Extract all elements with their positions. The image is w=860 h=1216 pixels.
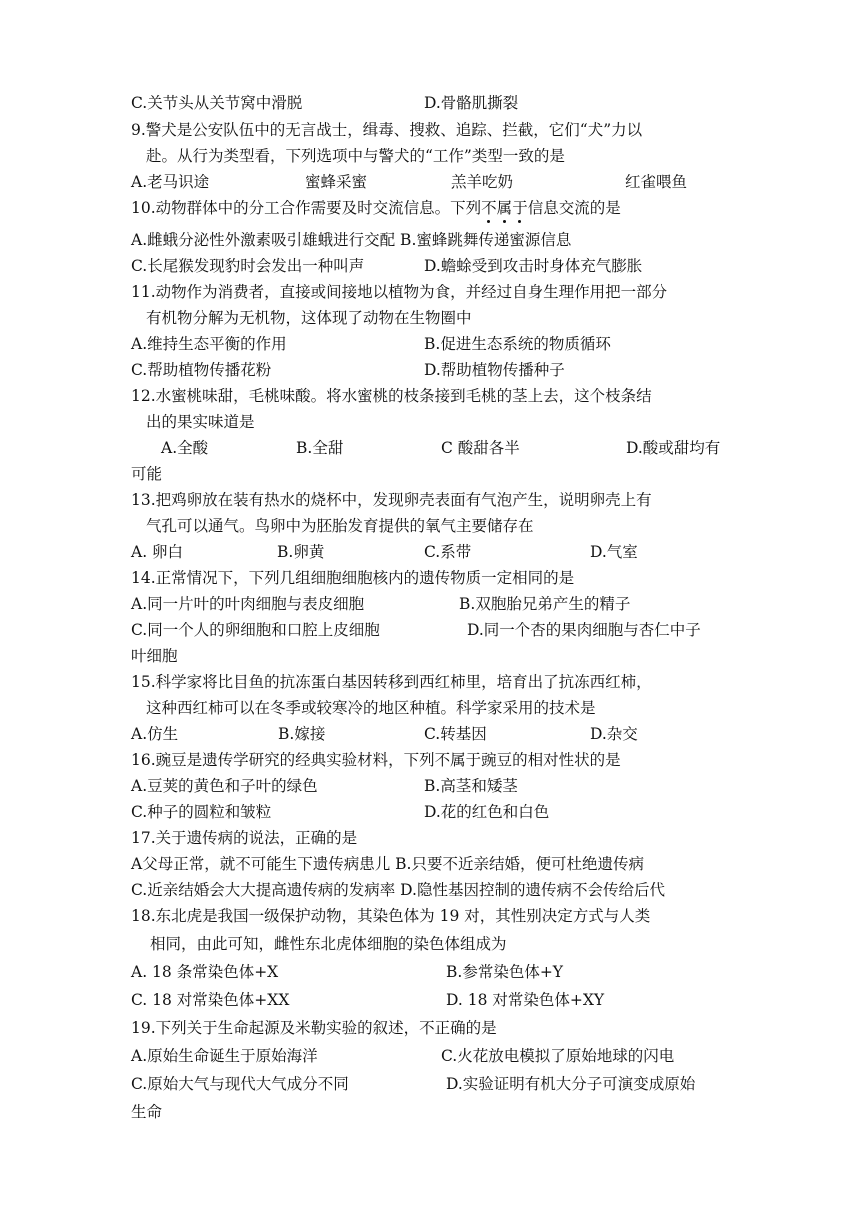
q14-stem: 14.正常情况下，下列几组细胞细胞核内的遗传物质一定相同的是	[131, 569, 575, 587]
q17-options-cd: C.近亲结婚会大大提高遗传病的发病率 D.隐性基因控制的遗传病不会传给后代	[131, 881, 665, 899]
q11-stem-line2: 有机物分解为无机物，这体现了动物在生物圈中	[146, 309, 472, 327]
q18-stem-line1: 18.东北虎是我国一级保护动物，其染色体为 19 对，其性别决定方式与人类	[131, 907, 651, 925]
q14-option-c: C.同一个人的卵细胞和口腔上皮细胞	[131, 621, 380, 639]
q9-option-b: 蜜蜂采蜜	[305, 173, 368, 191]
q12-option-b: B.全甜	[296, 439, 344, 457]
q19-stem: 19.下列关于生命起源及米勒实验的叙述，不正确的是	[131, 1019, 497, 1037]
q15-option-b: B.嫁接	[278, 725, 326, 743]
q12-option-d-cont: 可能	[131, 465, 163, 483]
q16-option-c: C.种子的圆粒和皱粒	[131, 803, 272, 821]
q10-emphasis-char-1: 不	[481, 199, 497, 217]
q8-option-d: D.骨骼肌撕裂	[424, 94, 519, 112]
q19-option-a: A.原始生命诞生于原始海洋	[131, 1047, 318, 1065]
q18-option-a: A. 18 条常染色体+X	[131, 963, 279, 981]
q14-option-a: A.同一片叶的叶肉细胞与表皮细胞	[131, 595, 365, 613]
q16-option-b: B.高茎和矮茎	[424, 777, 518, 795]
q10-option-d: D.蟾蜍受到攻击时身体充气膨胀	[424, 257, 643, 275]
q9-option-d: 红雀喂鱼	[625, 173, 688, 191]
q13-option-a: A. 卵白	[131, 543, 184, 561]
q11-option-c: C.帮助植物传播花粉	[131, 361, 272, 379]
q10-emphasis-char-3: 于	[512, 199, 528, 217]
q11-option-a: A.维持生态平衡的作用	[131, 335, 287, 353]
q15-option-d: D.杂交	[590, 725, 638, 743]
q19-option-c: C.原始大气与现代大气成分不同	[131, 1075, 349, 1093]
q14-option-d-cont: 叶细胞	[131, 647, 178, 665]
q19-option-b: C.火花放电模拟了原始地球的闪电	[441, 1047, 675, 1065]
q9-stem-line2: 赴。从行为类型看，下列选项中与警犬的“工作”类型一致的是	[146, 147, 565, 165]
q12-option-c: C 酸甜各半	[441, 439, 520, 457]
q8-option-c: C.关节头从关节窝中滑脱	[131, 94, 303, 112]
q12-option-a: A.全酸	[161, 439, 209, 457]
q10-emphasis-char-2: 属	[496, 199, 513, 217]
q13-stem-line1: 13.把鸡卵放在装有热水的烧杯中，发现卵壳表面有气泡产生，说明卵壳上有	[131, 491, 652, 509]
q15-option-a: A.仿生	[131, 725, 179, 743]
q16-stem: 16.豌豆是遗传学研究的经典实验材料，下列不属于豌豆的相对性状的是	[131, 751, 621, 769]
q10-options-ab: A.雌蛾分泌性外激素吸引雄蛾进行交配 B.蜜蜂跳舞传递蜜源信息	[131, 231, 572, 249]
q18-option-b: B.参常染色体+Y	[446, 963, 564, 981]
q18-option-d: D. 18 对常染色体+XY	[446, 991, 605, 1009]
q18-option-c: C. 18 对常染色体+XX	[131, 991, 290, 1009]
q19-option-d-cont: 生命	[131, 1103, 163, 1121]
q11-stem-line1: 11.动物作为消费者，直接或间接地以植物为食，并经过自身生理作用把一部分	[131, 283, 668, 301]
q15-stem-line1: 15.科学家将比目鱼的抗冻蛋白基因转移到西红柿里，培育出了抗冻西红柿，	[131, 673, 652, 691]
q17-options-ab: A父母正常，就不可能生下遗传病患儿 B.只要不近亲结婚，便可杜绝遗传病	[131, 855, 644, 873]
q13-stem-line2: 气孔可以通气。鸟卵中为胚胎发育提供的氧气主要储存在	[146, 517, 534, 535]
q11-option-d: D.帮助植物传播种子	[424, 361, 565, 379]
q15-stem-line2: 这种西红柿可以在冬季或较寒冷的地区种植。科学家采用的技术是	[146, 699, 596, 717]
q12-stem-line2: 出的果实味道是	[146, 413, 255, 431]
q17-stem: 17.关于遗传病的说法，正确的是	[131, 829, 358, 847]
q11-option-b: B.促进生态系统的物质循环	[424, 335, 611, 353]
q10-stem-post: 信息交流的是	[527, 199, 621, 217]
q15-option-c: C.转基因	[424, 725, 487, 743]
q10-stem-pre: 10.动物群体中的分工合作需要及时交流信息。下列	[131, 199, 482, 217]
q9-stem-line1: 9.警犬是公安队伍中的无言战士，缉毒、搜救、追踪、拦截，它们“犬”力以	[131, 121, 643, 139]
q10-stem	[131, 198, 621, 218]
q13-option-b: B.卵黄	[277, 543, 325, 561]
q14-option-d: D.同一个杏的果肉细胞与杏仁中子	[467, 621, 701, 639]
q10-option-c: C.长尾猴发现豹时会发出一种叫声	[131, 257, 365, 275]
q18-stem-line2: 相同，由此可知，雌性东北虎体细胞的染色体组成为	[150, 935, 507, 953]
q13-option-d: D.气室	[590, 543, 638, 561]
q13-option-c: C.系带	[424, 543, 472, 561]
q12-stem-line1: 12.水蜜桃味甜，毛桃味酸。将水蜜桃的枝条接到毛桃的茎上去，这个枝条结	[131, 387, 652, 405]
q19-option-d: D.实验证明有机大分子可演变成原始	[446, 1075, 696, 1093]
q9-option-c: 羔羊吃奶	[451, 173, 514, 191]
q14-option-b: B.双胞胎兄弟产生的精子	[459, 595, 631, 613]
q16-option-a: A.豆荚的黄色和子叶的绿色	[131, 777, 318, 795]
q9-option-a: A.老马识途	[131, 173, 210, 191]
q12-option-d: D.酸或甜均有	[626, 439, 721, 457]
q16-option-d: D.花的红色和白色	[424, 803, 550, 821]
